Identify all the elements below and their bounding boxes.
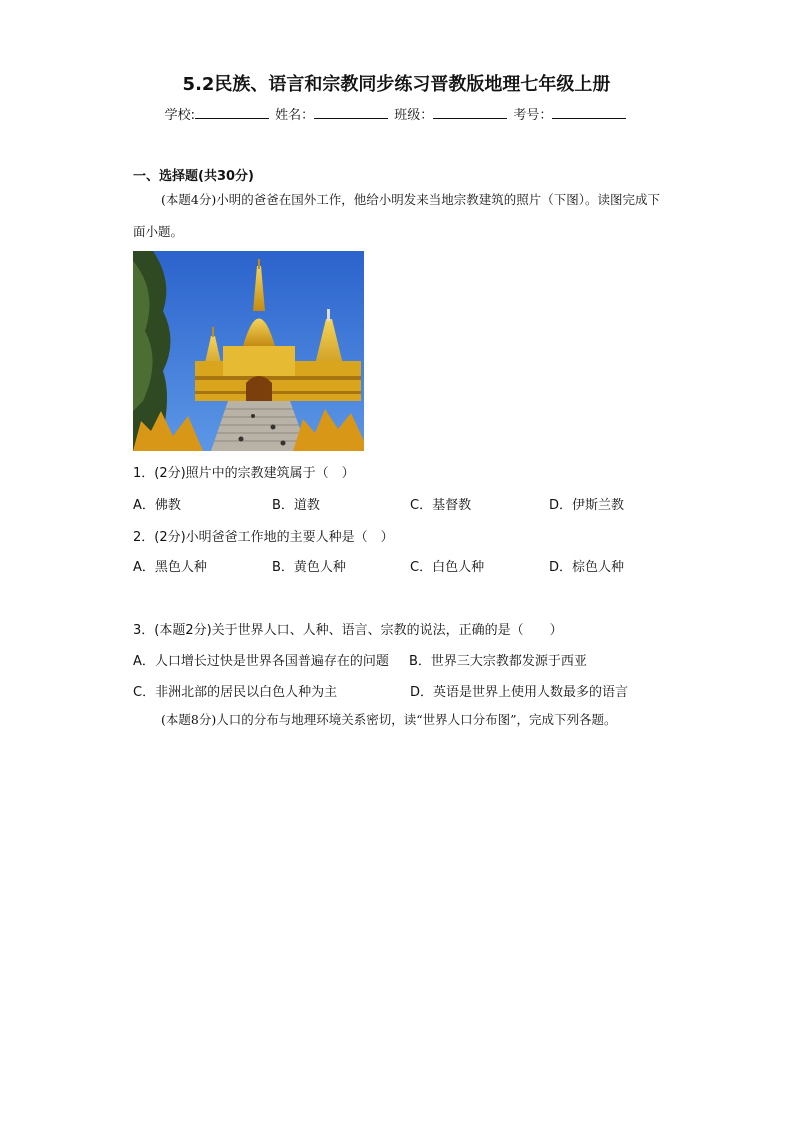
class-label: 班级：: [394, 108, 434, 123]
name-blank: [314, 106, 388, 119]
question-2-option-b[interactable]: B．黄色人种: [272, 560, 346, 575]
school-label: 学校:: [164, 108, 195, 123]
question-3-option-a[interactable]: A．人口增长过快是世界各国普遍存在的问题: [133, 654, 389, 669]
question-3-stem: 3．(本题2分)关于世界人口、人种、语言、宗教的说法，正确的是（ ）: [133, 623, 563, 638]
number-blank: [552, 106, 626, 119]
student-info-line: [0, 104, 793, 123]
question-3-option-d[interactable]: D．英语是世界上使用人数最多的语言: [410, 685, 629, 700]
question-2-stem: 2．(2分)小明爸爸工作地的主要人种是（ ）: [133, 530, 394, 545]
question-1-stem: 1．(2分)照片中的宗教建筑属于（ ）: [133, 466, 355, 481]
class-blank: [433, 106, 507, 119]
question-3-option-c[interactable]: C．非洲北部的居民以白色人种为主: [133, 685, 338, 700]
school-blank: [195, 106, 269, 119]
question-2-option-a[interactable]: A．黑色人种: [133, 560, 207, 575]
name-label: 姓名：: [275, 108, 315, 123]
question-3-option-b[interactable]: B．世界三大宗教都发源于西亚: [409, 654, 587, 669]
number-label: 考号：: [513, 108, 553, 123]
section-heading: 一、选择题(共30分): [133, 169, 254, 184]
document-title: 5.2民族、语言和宗教同步练习晋教版地理七年级上册: [182, 74, 611, 95]
temple-illustration: [133, 251, 364, 451]
temple-photo: [133, 251, 364, 451]
question-2-option-c[interactable]: C．白色人种: [410, 560, 485, 575]
group2-intro: (本题8分)人口的分布与地理环境关系密切，读“世界人口分布图”，完成下列各题。: [161, 712, 617, 727]
question-2-option-d[interactable]: D．棕色人种: [549, 560, 625, 575]
question-1-option-d[interactable]: D．伊斯兰教: [549, 498, 625, 513]
question-1-option-c[interactable]: C．基督教: [410, 498, 472, 513]
question-1-option-b[interactable]: B．道教: [272, 498, 320, 513]
question-1-option-a[interactable]: A．佛教: [133, 498, 181, 513]
group1-intro: (本题4分)小明的爸爸在国外工作，他给小明发来当地宗教建筑的照片（下图）。读图完成下面小题。: [133, 192, 660, 239]
